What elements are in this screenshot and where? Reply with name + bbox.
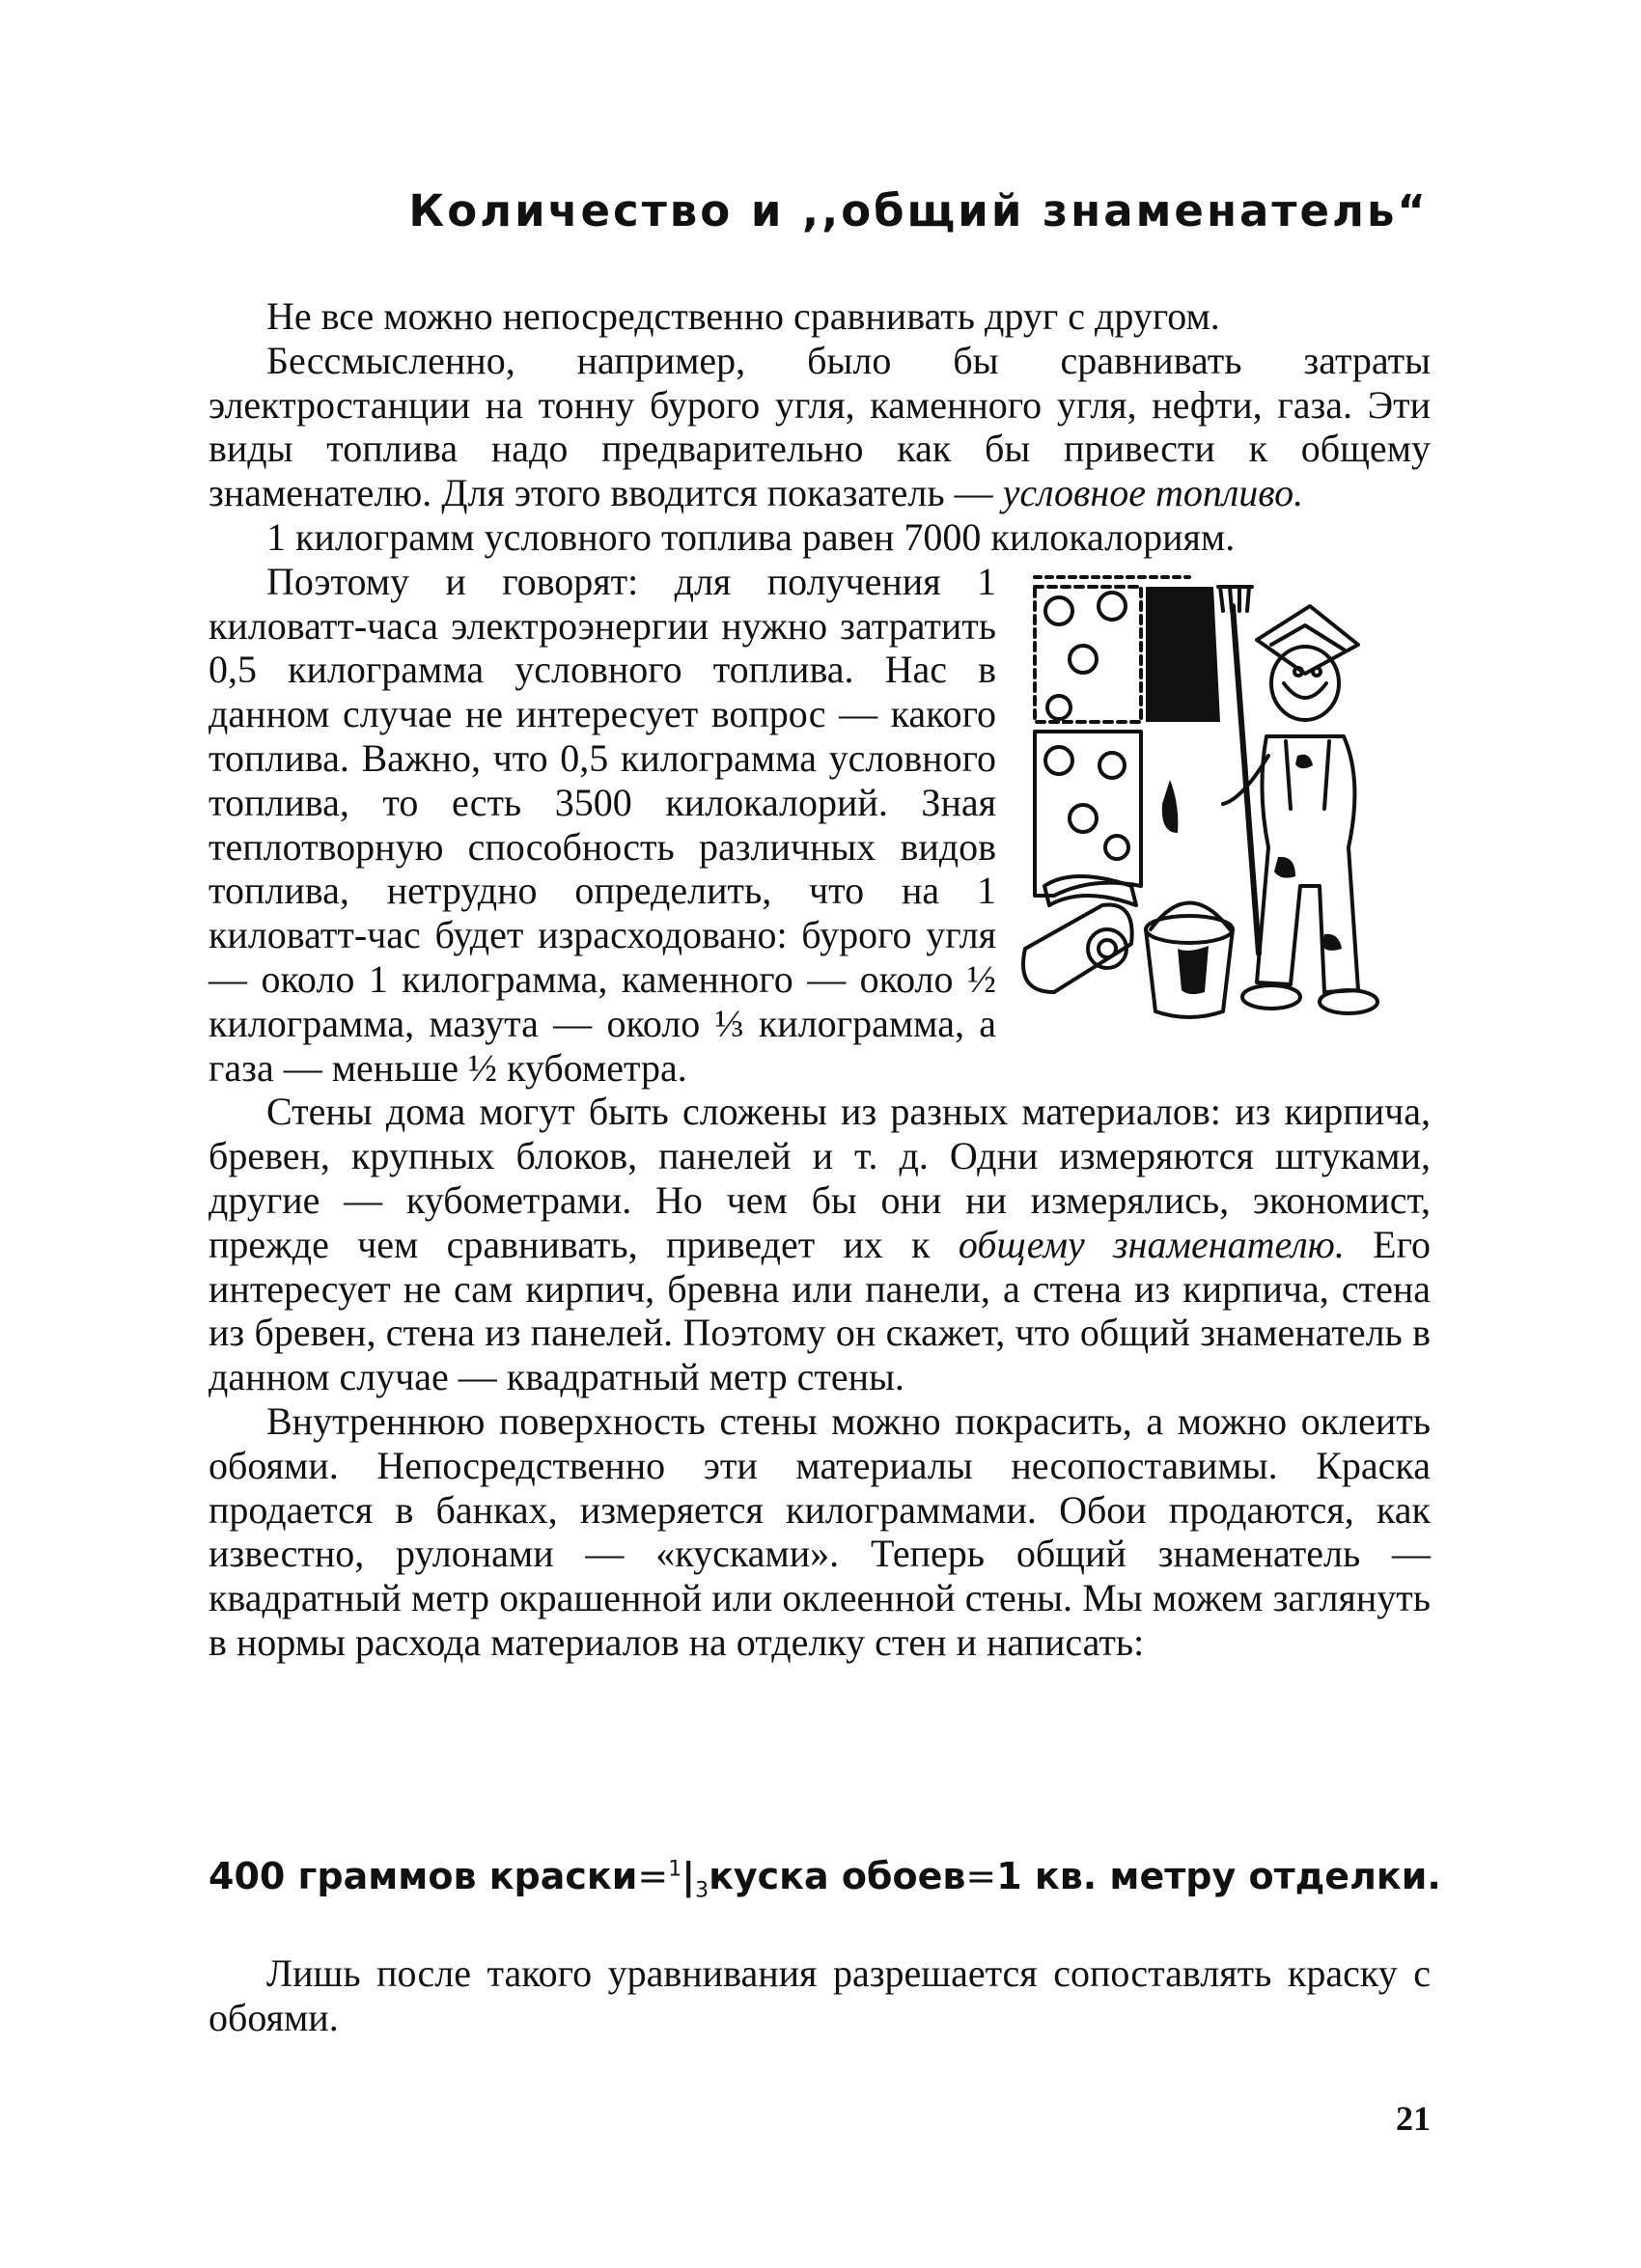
paragraph-5-text-cont: Его интересует не сам кирпич, бревна или панели, а стена из кирпича, стена из бревен, стена из панелей. Поэтому он скажет, что общий знаменатель в данном случае — квадратный метр стены. — [209, 1222, 1431, 1399]
paragraph-5-text: Стены дома могут быть сложены из разных материалов: из кирпича, бревен, крупных блоков, панелей и т. д. Одни измеряются штуками, другие — кубометрами. Но чем бы они ни измерялись, экономист, прежде чем сравнивать, приведет их к — [209, 1090, 1431, 1266]
formula-paint: 400 граммов $краски=^1|_3$ — [209, 1855, 709, 1903]
page-number: 21 — [1396, 2099, 1431, 2138]
wallpaper-painter-icon — [1015, 567, 1431, 1038]
paragraph-3: 1 килограмм условного топлива равен 7000 килокалориям. — [266, 514, 1236, 559]
term-conditional-fuel: условное топливо. — [1002, 471, 1304, 515]
formula-paint-text: 400 граммов краски — [209, 1855, 638, 1897]
fraction-numerator: 1 — [668, 1857, 682, 1882]
paragraph-2 — [209, 339, 1431, 515]
formula-equals-1: = — [637, 1855, 669, 1897]
paragraph-2-text: Бессмысленно, например, было бы сравнивать затраты электростанции на тонну бурого угля, каменного угля, нефти, газа. Эти виды топлива надо предварительно как бы привести к общему знаменателю. Для этого вводится показатель — — [209, 338, 1431, 515]
body-text — [209, 294, 1431, 1665]
fraction-denominator: 3 — [695, 1878, 709, 1903]
paragraph-4: Поэтому и говорят: для получения 1 киловатт-часа электроэнергии нужно затратить 0,5 килограмма условного топлива. Нас в данном случае не интересует вопрос — какого топлива. Важно, что 0,5 килограмма условного топлива, то есть 3500 килокалорий. Зная теплотворную способность различных видов топлива, нетрудно определить, что на 1 киловатт-час будет израсходовано: бурого угля — около 1 килограмма, каменного — около ½ килограмма, мазута — около ⅓ килограмма, а газа — меньше ½ кубометра. — [209, 559, 996, 1090]
formula-wallpaper — [709, 1855, 996, 1903]
term-common-denominator: общему знаменателю. — [958, 1222, 1345, 1266]
closing-paragraph: Лишь после такого уравнивания разрешается сопоставлять краску с обоями. — [209, 1951, 1431, 2039]
paragraph-6: Внутреннюю поверхность стены можно покрасить, а можно оклеить обоями. Непосредственно эти материалы несопоставимы. Краска продается в банках, измеряется килограммами. Обои продаются, как известно, рулонами — «кусками». Теперь общий знаменатель — квадратный метр окрашенной или оклеенной стены. Мы можем заглянуть в нормы расхода материалов на отделку стен и написать: — [209, 1398, 1431, 1664]
formula-wallpaper-text: куска обоев — [709, 1855, 966, 1897]
equivalence-formula — [209, 1855, 1441, 1903]
paragraph-5 — [209, 1090, 1431, 1399]
formula-equals-2: = — [965, 1855, 997, 1897]
page-title: Количество и ,,общий знаменатель“ — [408, 185, 1429, 236]
closing-text — [209, 1951, 1431, 2040]
paragraph-1: Не все можно непосредственно сравнивать друг с другом. — [266, 294, 1220, 338]
illustration — [1015, 567, 1431, 1038]
formula-finish: 1 кв. метру отделки. — [996, 1855, 1441, 1897]
